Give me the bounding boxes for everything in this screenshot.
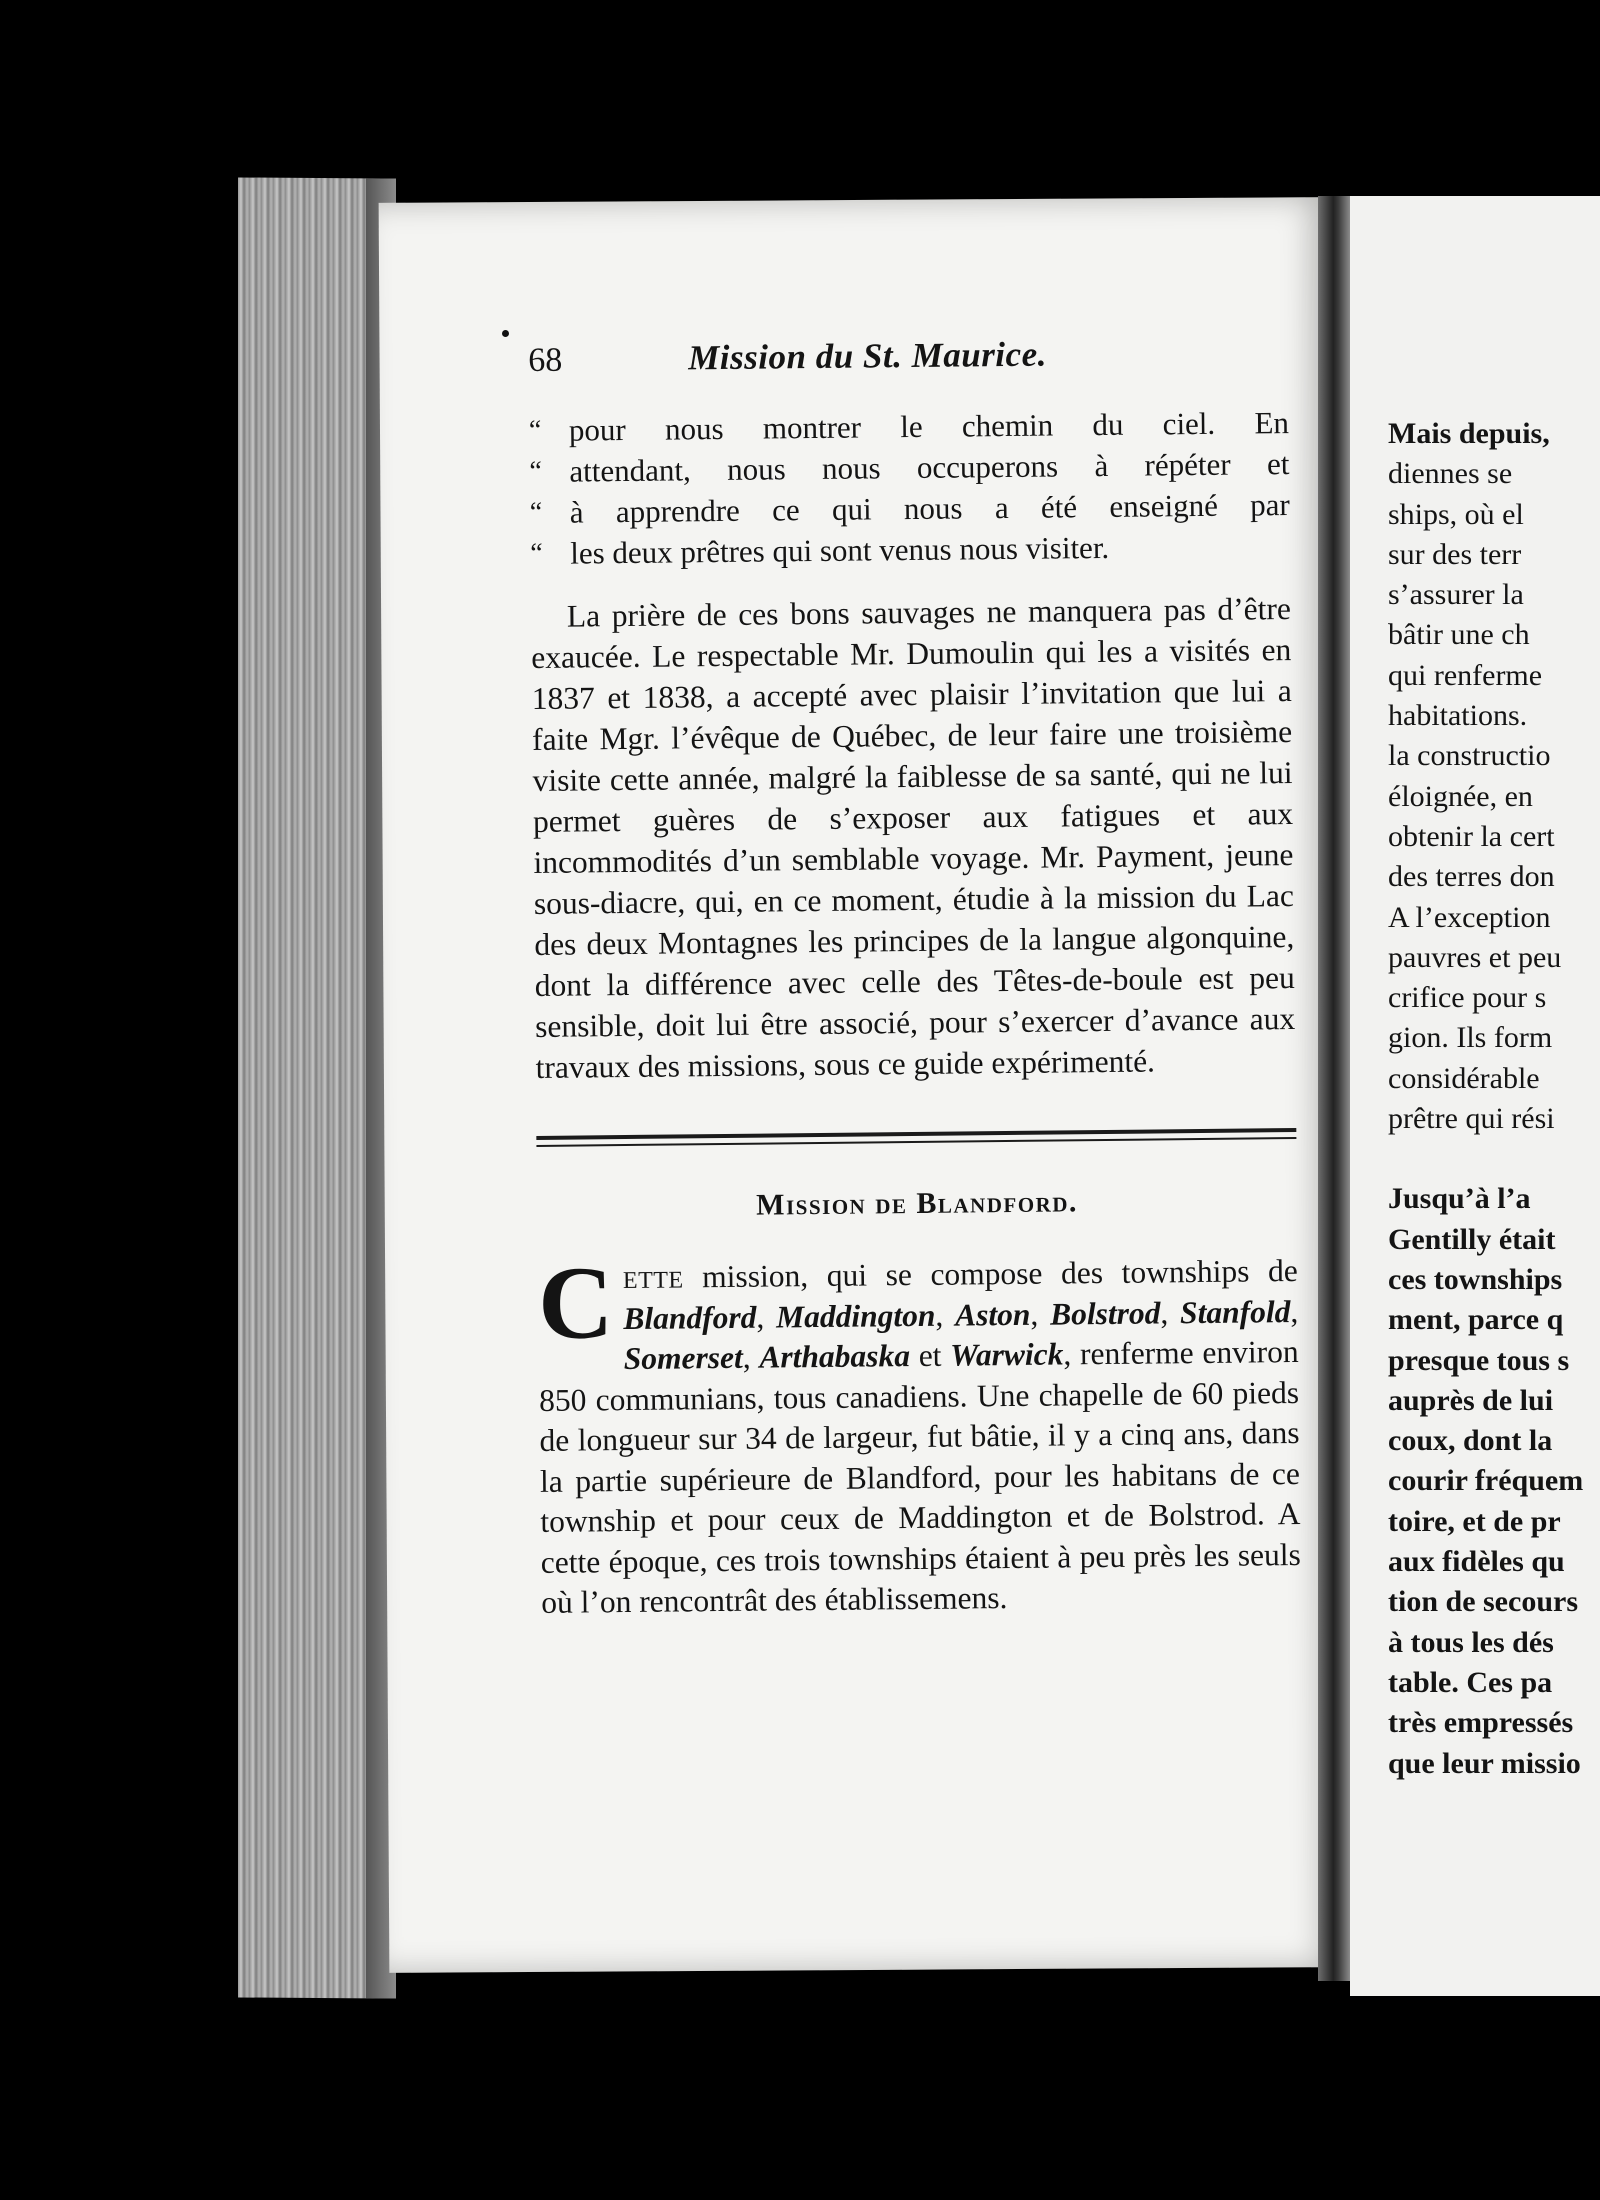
- right-line: ment, parce q: [1388, 1303, 1564, 1337]
- separator: ,: [1290, 1293, 1299, 1329]
- paragraph-priere: La prière de ces bons sauvages ne manquera pas d’être exaucée. Le respectable Mr. Dumoulin qui les a visités en 1837 et 1838, a accepté avec plaisir l’invitation que lui a faite Mgr. l’évêque de Québec, de leur faire une troisième visite cette année, malgré la faiblesse de sa santé, qui ne lui permet guères de s’exposer aux fatigues et aux incommodités d’un semblable voyage. Mr. Payment, jeune sous-diacre, qui, en ce moment, étudie à la mission du Lac des deux Montagnes les principes de la langue algonquine, dont la différence avec celle des Têtes-de-boule est peu sensible, doit lui être associé, pour s’exercer d’avance aux travaux des missions, sous ce guide expérimenté.: [531, 591, 1296, 1085]
- quote-line-text: pour nous montrer le chemin du ciel. En: [568, 405, 1290, 448]
- right-line: crifice pour s: [1388, 981, 1547, 1015]
- separator: ,: [756, 1298, 777, 1335]
- book-page-edges: [238, 177, 396, 1998]
- separator: ,: [1030, 1296, 1051, 1332]
- separator: et: [909, 1337, 951, 1374]
- right-line: pauvres et peu: [1388, 940, 1562, 974]
- right-line: A l’exception: [1388, 900, 1551, 934]
- township-name: Somerset: [623, 1339, 743, 1377]
- separator: ,: [742, 1339, 760, 1375]
- quote-line-text: à apprendre ce qui nous a été enseigné par: [569, 487, 1290, 530]
- right-line: ces townships: [1388, 1262, 1563, 1296]
- first-word-rest: ette: [622, 1258, 684, 1297]
- right-line: aux fidèles qu: [1388, 1545, 1565, 1579]
- quote-mark: “: [529, 496, 543, 528]
- quote-line-text: les deux prêtres qui sont venus nous visiter.: [570, 529, 1110, 571]
- right-line: bâtir une ch: [1388, 618, 1530, 652]
- right-line: considérable: [1388, 1061, 1540, 1095]
- right-line: la constructio: [1388, 739, 1551, 773]
- township-name: Arthabaska: [759, 1338, 911, 1375]
- quote-line-text: attendant, nous nous occuperons à répéter et: [569, 446, 1290, 489]
- section-title: Mission de Blandford.: [756, 1185, 1079, 1222]
- right-line: des terres don: [1388, 860, 1555, 894]
- township-name: Stanfold: [1179, 1293, 1291, 1330]
- section-divider: [536, 1128, 1296, 1147]
- right-line: ships, où el: [1388, 497, 1524, 531]
- page-header: [528, 332, 1289, 396]
- right-line: Mais depuis,: [1388, 417, 1550, 450]
- township-name: Blandford: [623, 1299, 757, 1336]
- right-line: auprès de lui: [1388, 1383, 1554, 1417]
- quote-line: [530, 525, 1290, 574]
- right-line: à tous les dés: [1388, 1625, 1554, 1659]
- separator: ,: [1160, 1294, 1181, 1330]
- township-name: Bolstrod: [1049, 1294, 1161, 1332]
- right-line: éloignée, en: [1388, 779, 1533, 813]
- right-line: que leur missio: [1388, 1746, 1581, 1780]
- township-name: Aston: [954, 1296, 1031, 1333]
- text-run: , renferme environ 850 communians, tous canadiens. Une chapelle de 60 pieds de longueur sur 34 de largeur, fut bâtie, il y a cinq ans, dans la partie supérieure de Blandford, pour les habitans de ce township et pour ceux de Maddington et de Bolstrod. A cette époque, ces trois townships étaient à peu près les seuls où l’on rencontrât des établissemens.: [538, 1333, 1301, 1620]
- right-line: courir fréquem: [1388, 1464, 1584, 1498]
- left-page-text: [528, 332, 1301, 1623]
- right-line: prêtre qui rési: [1388, 1102, 1555, 1136]
- right-line: coux, dont la: [1388, 1424, 1553, 1458]
- right-line: s’assurer la: [1388, 578, 1524, 612]
- right-line: qui renferme: [1388, 658, 1543, 692]
- separator: ,: [935, 1297, 956, 1333]
- township-name: Warwick: [950, 1336, 1064, 1373]
- quoted-passage: [529, 402, 1291, 574]
- right-line: tion de secours: [1388, 1585, 1578, 1619]
- right-line: sur des terr: [1388, 537, 1522, 571]
- right-line: toire, et de pr: [1388, 1504, 1561, 1538]
- paragraph-blandford: [537, 1245, 1302, 1623]
- quote-mark: “: [529, 455, 542, 487]
- right-line: Gentilly était: [1388, 1222, 1556, 1256]
- right-page-text: [1388, 414, 1600, 1784]
- book-gutter: [1318, 196, 1352, 1981]
- quote-mark: “: [528, 414, 542, 446]
- right-line: très empressés: [1388, 1706, 1574, 1740]
- right-line: presque tous s: [1388, 1343, 1570, 1377]
- right-line: habitations.: [1388, 699, 1528, 733]
- drop-cap: C: [537, 1245, 614, 1361]
- right-line: table. Ces pa: [1388, 1665, 1553, 1699]
- right-line: diennes se: [1388, 457, 1513, 491]
- running-head: Mission du St. Maurice.: [687, 334, 1048, 378]
- township-name: Maddington: [775, 1297, 936, 1334]
- page-number: 68: [528, 341, 563, 379]
- right-line: obtenir la cert: [1388, 819, 1555, 853]
- right-line: gion. Ils form: [1388, 1021, 1553, 1055]
- quote-mark: “: [530, 537, 543, 569]
- ink-speck: [502, 330, 509, 337]
- text-run: mission, qui se compose des townships de: [683, 1252, 1298, 1295]
- right-line: Jusqu’à l’a: [1388, 1182, 1531, 1216]
